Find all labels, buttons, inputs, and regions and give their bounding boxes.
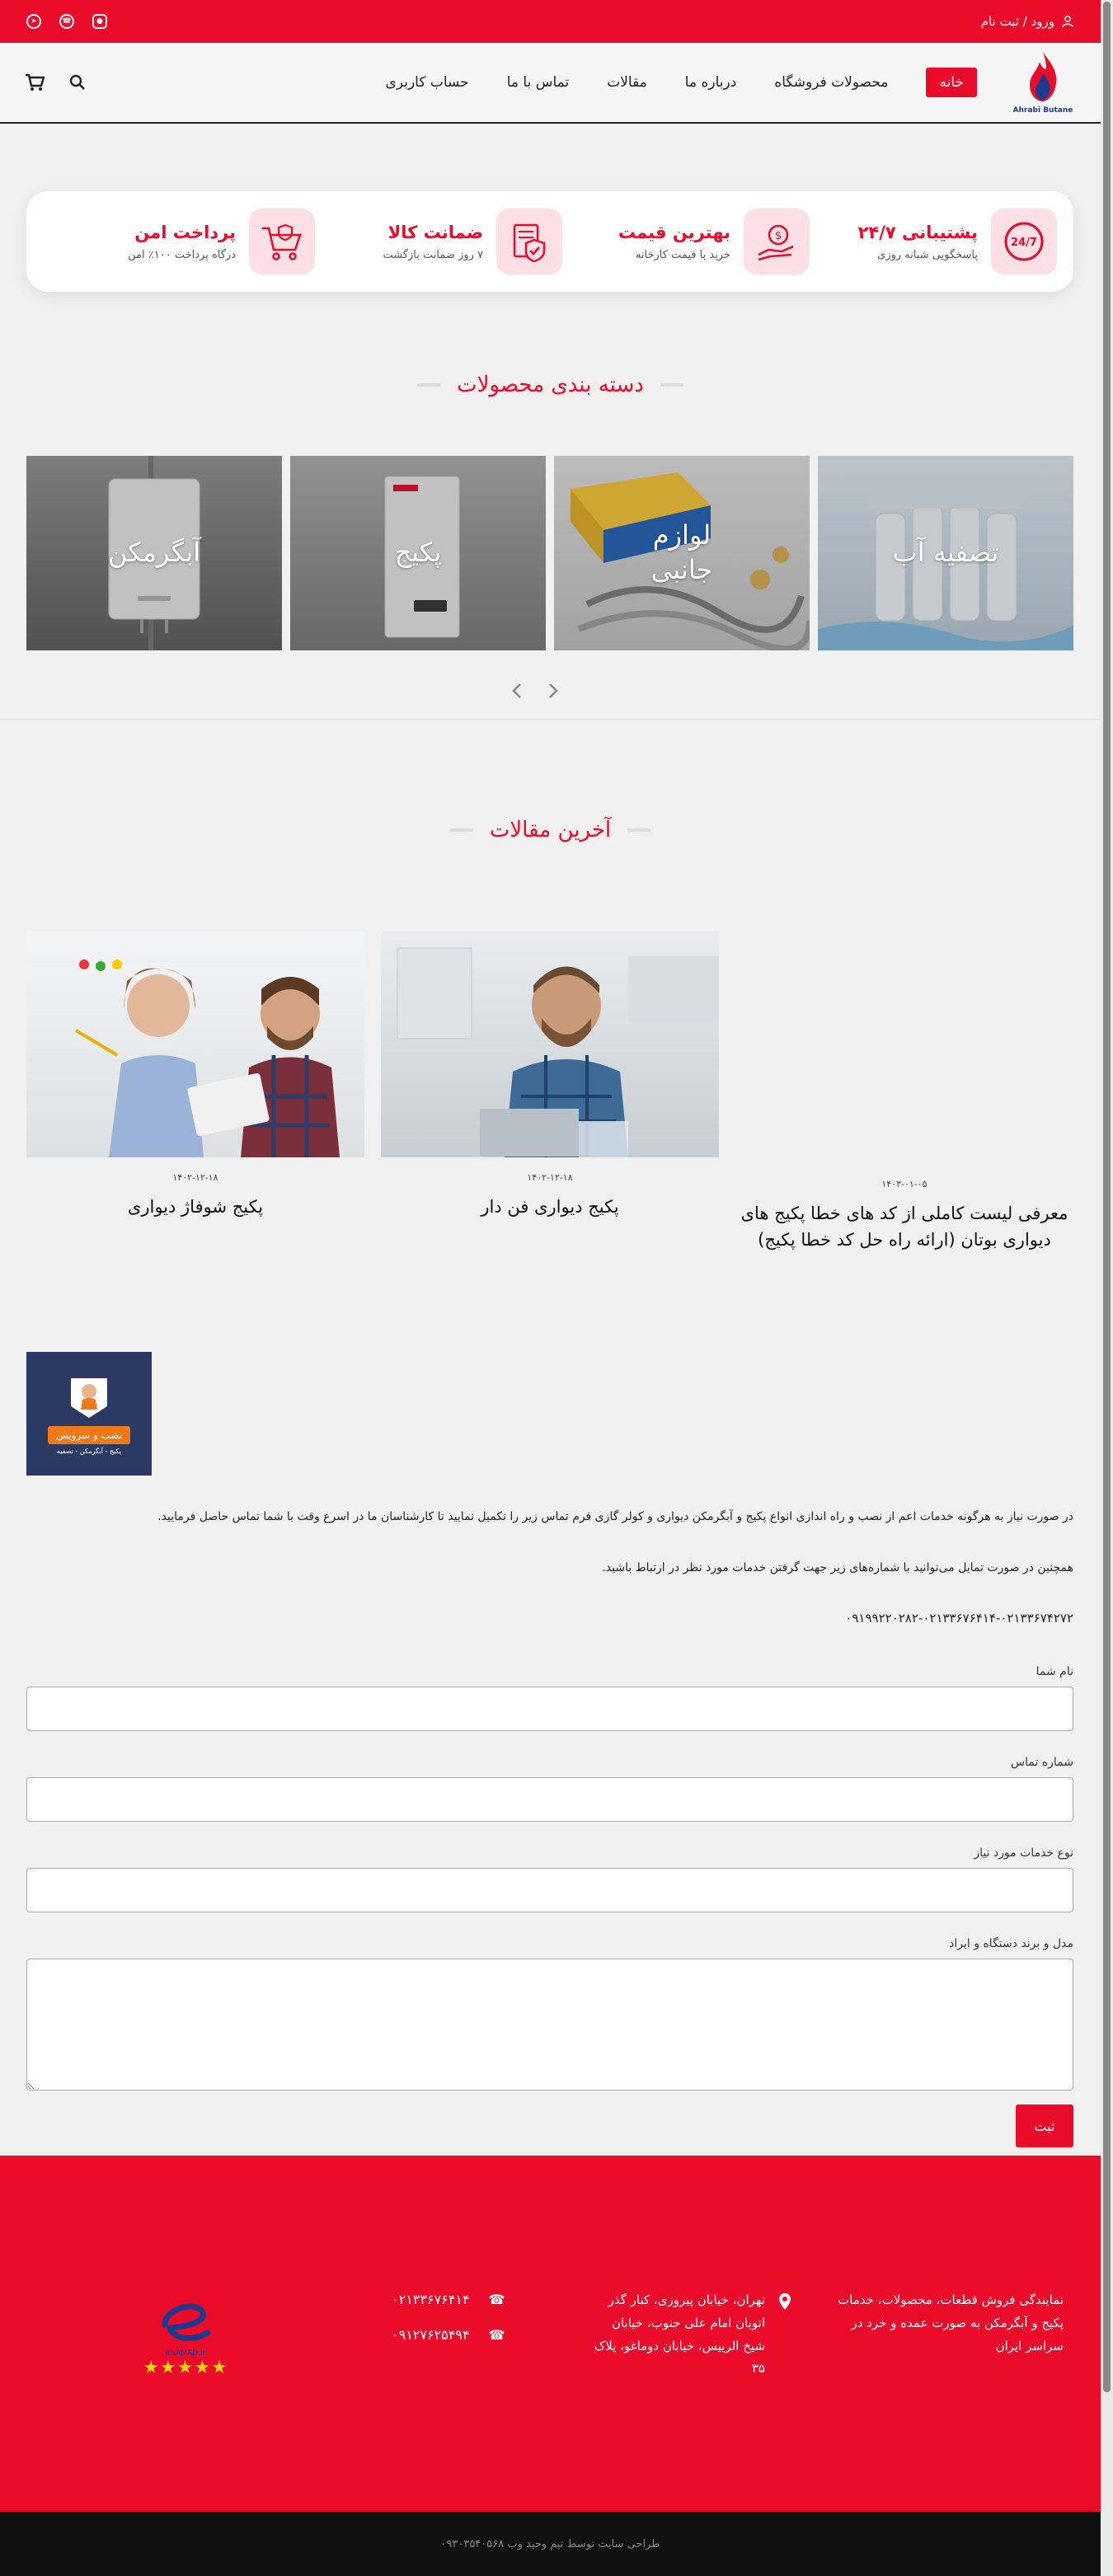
badge-subtitle: پکیج - آبگرمکن - تصفیه (56, 1447, 122, 1455)
phone-icon: ☎ (488, 2292, 505, 2307)
feature-secure-payment (76, 209, 315, 274)
secure-cart-icon (249, 209, 315, 274)
section-divider (0, 719, 1101, 720)
nav-articles[interactable]: مقالات (607, 74, 647, 91)
heading-line (660, 383, 683, 387)
article-card[interactable] (381, 931, 719, 1221)
site-footer (0, 2156, 1101, 2512)
category-label: آبگرمکن (107, 537, 201, 569)
main-header (0, 43, 1101, 124)
feature-guarantee (323, 209, 562, 274)
article-date: ۱۴۰۲-۱۲-۱۸ (172, 1172, 218, 1183)
intro-paragraph-2: همچنین در صورت تمایل می‌توانید با شماره‌های زیر جهت گرفتن خدمات مورد نظر در ارتباط باشید. (602, 1561, 1073, 1574)
article-title[interactable]: معرفی لیست کاملی از کد های خطا پکیج های دیواری بوتان (ارائه راه حل کد خطا پکیج) (740, 1204, 1068, 1250)
login-register-label: ورود / ثبت نام (980, 14, 1054, 29)
cart-icon[interactable] (25, 73, 45, 91)
article-title[interactable]: پکیج شوفاژ دیواری (127, 1197, 264, 1217)
category-label: لوازم جانبی (650, 519, 713, 585)
top-bar (0, 0, 1101, 43)
telegram-icon[interactable]: ➤ (26, 14, 41, 29)
enamad-logo-icon (148, 2292, 223, 2349)
user-icon (1061, 15, 1074, 28)
category-carousel (26, 456, 1073, 650)
main-nav (386, 68, 977, 97)
nav-products[interactable]: محصولات فروشگاه (774, 74, 889, 91)
phone-icon: ☎ (488, 2327, 505, 2343)
feature-title: پشتیبانی ۲۴/۷ (857, 222, 978, 242)
feature-title: پرداخت امن (134, 222, 236, 242)
feature-best-price (571, 209, 810, 274)
heading-line (627, 828, 650, 832)
device-model-field[interactable] (26, 1959, 1073, 2090)
article-image[interactable] (26, 931, 364, 1157)
service-type-label: نوع خدمات مورد نیاز (974, 1846, 1073, 1860)
article-title[interactable]: پکیج دیواری فن دار (481, 1197, 619, 1217)
flame-logo-icon (1025, 50, 1061, 105)
features-box (26, 191, 1073, 292)
feature-support (818, 209, 1057, 274)
footer-phone[interactable] (392, 2292, 524, 2307)
intro-phones: ۰۹۱۹۹۲۲۰۲۸۲-۰۲۱۳۳۶۷۶۴۱۴-۰۲۱۳۳۶۷۴۲۷۲ (845, 1611, 1073, 1626)
footer-phone-number: ۰۲۱۳۳۶۷۶۴۱۴ (392, 2292, 470, 2307)
footer-phones (392, 2292, 524, 2363)
enamad-stars: ★★★★★ (143, 2358, 228, 2378)
contact-form (26, 1665, 1073, 2094)
article-date: ۱۴۰۳-۰۱-۰۵ (881, 1179, 928, 1189)
category-water-purifier[interactable] (818, 456, 1073, 650)
feature-subtitle: درگاه پرداخت ۱۰۰٪ امن (128, 248, 236, 261)
article-card[interactable] (26, 931, 364, 1221)
phone-field[interactable] (26, 1777, 1073, 1822)
feature-subtitle: ۷ روز ضمانت بازگشت (383, 248, 483, 261)
heading-line (450, 828, 473, 832)
enamad-badge[interactable] (140, 2292, 231, 2391)
categories-heading (0, 373, 1101, 397)
price-hand-icon (744, 209, 810, 274)
device-model-label: مدل و برند دستگاه و ایراد (949, 1937, 1073, 1950)
article-date: ۱۴۰۲-۱۲-۱۸ (527, 1172, 573, 1183)
nav-home[interactable]: خانه (926, 68, 977, 97)
articles-list (26, 931, 1073, 1294)
article-image[interactable] (381, 931, 719, 1157)
service-type-field[interactable] (26, 1868, 1073, 1912)
footer-about: نمایندگی فروش قطعات، محصولات، خدمات پکیج و آبگرمکن به صورت عمده و خرد در سراسر ایران (838, 2292, 1064, 2353)
enamad-text: eNAMAD.ir (165, 2349, 206, 2358)
footer-address (585, 2289, 791, 2381)
phone-field-label: شماره تماس (1011, 1756, 1073, 1769)
badge-title: نصب و سرویس (48, 1426, 130, 1444)
feature-title: بهترین قیمت (618, 222, 730, 242)
name-field-label: نام شما (1036, 1665, 1073, 1678)
feature-subtitle: پاسخگویی شبانه روزی (877, 248, 978, 261)
header-icons (25, 73, 86, 91)
chevron-left-icon[interactable] (511, 683, 523, 699)
feature-subtitle: خرید با قیمت کارخانه (635, 248, 730, 261)
category-water-heater[interactable] (26, 456, 282, 650)
svg-text:$: $ (774, 230, 782, 242)
footer-phone-number: ۰۹۱۲۷۶۲۵۴۹۴ (392, 2327, 470, 2343)
name-field[interactable] (26, 1687, 1073, 1731)
footer-phone[interactable] (392, 2327, 524, 2343)
svg-text:24/7: 24/7 (1011, 237, 1037, 249)
social-links (26, 14, 107, 29)
nav-about[interactable]: درباره ما (684, 74, 737, 91)
article-card[interactable] (735, 1179, 1073, 1253)
scrollbar-thumb[interactable] (1103, 2, 1111, 2392)
copyright-text: طراحی سایت توسط تیم وحید وب ۰۹۳۰۳۵۴۰۵۶۸ (440, 2537, 660, 2550)
feature-title: ضمانت کالا (387, 222, 483, 242)
heading-line (417, 383, 440, 387)
category-label: تصفیه آب (892, 537, 999, 569)
location-pin-icon (778, 2292, 791, 2311)
technician-icon (64, 1373, 114, 1423)
whatsapp-icon[interactable]: ☎ (59, 14, 74, 29)
articles-title: آخرین مقالات (489, 818, 612, 842)
articles-heading (0, 818, 1101, 842)
categories-title: دسته بندی محصولات (457, 373, 644, 397)
support-24-7-icon (991, 209, 1057, 274)
copyright-bar (0, 2512, 1101, 2576)
nav-contact[interactable]: تماس با ما (506, 74, 570, 91)
intro-paragraph-1: در صورت نیاز به هرگونه خدمات اعم از نصب و راه اندازی انواع پکیج و آبگرمکن دیواری و کولر گازی فرم تماس زیر را تکمیل نمایید تا کارشناسان ما در اسرع وقت با شما تماس حاصل فرمایید. (157, 1510, 1073, 1523)
category-label: پکیج (394, 537, 442, 569)
guarantee-shield-icon (496, 209, 562, 274)
footer-address-text: تهران، خیابان پیروزی، کنار گذر اتوبان امام علی جنوب، خیابان شیخ الرییس، خیابان دوماغو، پلاک ۳۵ (594, 2292, 765, 2377)
carousel-nav (511, 683, 559, 699)
logo-text: Ahrabi Butane (1012, 106, 1073, 115)
instagram-icon[interactable]: ● (92, 14, 107, 29)
login-register-link[interactable] (981, 14, 1074, 29)
search-icon[interactable] (69, 74, 86, 91)
service-badge (26, 1352, 152, 1476)
site-logo[interactable] (1010, 50, 1076, 115)
category-package[interactable] (290, 456, 546, 650)
submit-button[interactable]: ثبت (1016, 2104, 1073, 2147)
nav-account[interactable]: حساب کاربری (385, 74, 469, 91)
category-accessories[interactable] (554, 456, 810, 650)
chevron-right-icon[interactable] (547, 683, 559, 699)
page-scrollbar[interactable] (1101, 0, 1113, 2576)
